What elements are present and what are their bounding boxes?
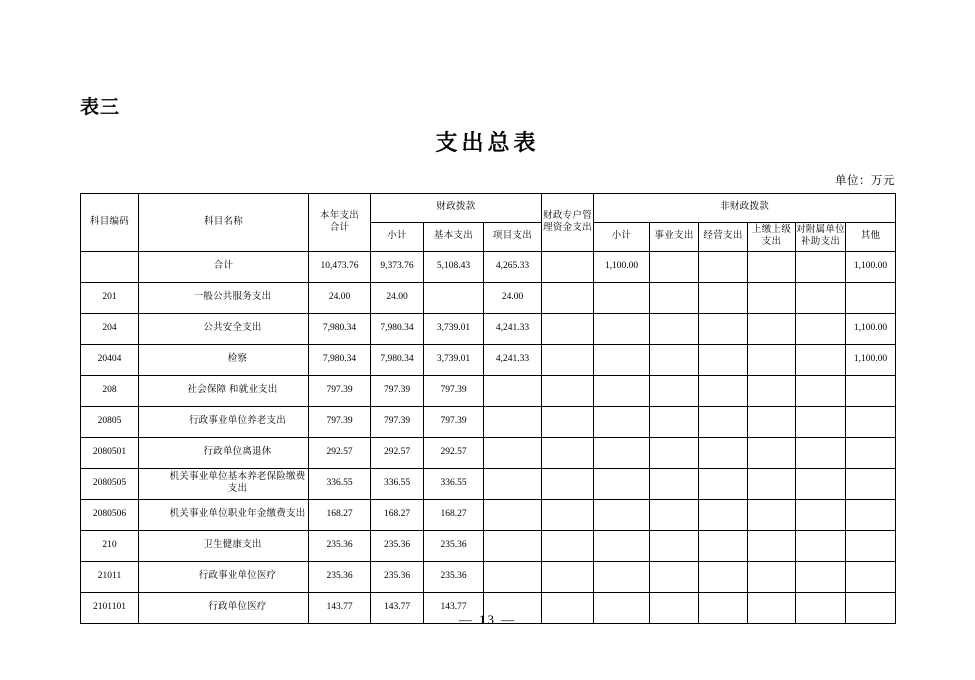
table-row: [81, 314, 896, 345]
table-row: [81, 376, 896, 407]
cell-fiscal-subtotal: 235.36: [371, 562, 424, 593]
header-special-fund: 财政专户管理资金支出: [542, 194, 594, 252]
cell-fiscal-project: [484, 500, 542, 531]
cell-code: 20404: [81, 345, 139, 376]
cell-year-total: 24.00: [309, 283, 371, 314]
cell-fiscal-project: 4,241.33: [484, 345, 542, 376]
header-year-total: [309, 194, 371, 252]
header-name: 科目名称: [139, 194, 309, 252]
cell-code: 20805: [81, 407, 139, 438]
cell-non-fiscal-fushu: [796, 562, 846, 593]
cell-special-fund: [542, 407, 594, 438]
header-non-fiscal-jingying: 经营支出: [699, 223, 748, 252]
cell-year-total: 235.36: [309, 562, 371, 593]
table-row: [81, 345, 896, 376]
cell-fiscal-basic: [424, 283, 484, 314]
table-row: [81, 531, 896, 562]
cell-special-fund: [542, 252, 594, 283]
cell-year-total: 336.55: [309, 469, 371, 500]
header-year-total-line2: 合计: [329, 222, 350, 233]
cell-special-fund: [542, 438, 594, 469]
cell-fiscal-basic: 235.36: [424, 562, 484, 593]
cell-special-fund: [542, 531, 594, 562]
cell-name: 社会保障 和就业支出: [139, 376, 309, 407]
cell-non-fiscal-shiye: [650, 314, 699, 345]
cell-special-fund: [542, 283, 594, 314]
header-non-fiscal-fushu: 对附属单位补助支出: [796, 223, 846, 252]
cell-non-fiscal-shiye: [650, 376, 699, 407]
table-row: [81, 283, 896, 314]
cell-code: 201: [81, 283, 139, 314]
cell-special-fund: [542, 345, 594, 376]
cell-name: 行政单位离退休: [139, 438, 309, 469]
cell-non-fiscal-shiye: [650, 252, 699, 283]
cell-non-fiscal-shiye: [650, 283, 699, 314]
cell-year-total: 7,980.34: [309, 345, 371, 376]
cell-non-fiscal-jingying: [699, 252, 748, 283]
cell-non-fiscal-fushu: [796, 531, 846, 562]
cell-non-fiscal-subtotal: [594, 345, 650, 376]
header-fiscal-subtotal: 小计: [371, 223, 424, 252]
cell-non-fiscal-shangjiao: [748, 252, 796, 283]
cell-non-fiscal-subtotal: [594, 407, 650, 438]
cell-non-fiscal-other: 1,100.00: [846, 345, 896, 376]
cell-special-fund: [542, 562, 594, 593]
header-non-fiscal-shangjiao: 上缴上级支出: [748, 223, 796, 252]
cell-non-fiscal-jingying: [699, 283, 748, 314]
cell-fiscal-project: 4,265.33: [484, 252, 542, 283]
cell-name: 机关事业单位职业年金缴费支出: [139, 500, 309, 531]
cell-non-fiscal-shangjiao: [748, 500, 796, 531]
table-row: [81, 469, 896, 500]
cell-non-fiscal-fushu: [796, 252, 846, 283]
cell-fiscal-subtotal: 168.27: [371, 500, 424, 531]
cell-non-fiscal-fushu: [796, 438, 846, 469]
cell-non-fiscal-jingying: [699, 376, 748, 407]
cell-code: 208: [81, 376, 139, 407]
header-non-fiscal-appropriation: 非财政拨款: [594, 194, 896, 223]
cell-special-fund: [542, 376, 594, 407]
cell-non-fiscal-shangjiao: [748, 531, 796, 562]
cell-non-fiscal-jingying: [699, 500, 748, 531]
cell-fiscal-project: [484, 562, 542, 593]
cell-non-fiscal-other: 1,100.00: [846, 314, 896, 345]
cell-name: 机关事业单位基本养老保险缴费支出: [139, 469, 309, 500]
cell-non-fiscal-shangjiao: [748, 376, 796, 407]
cell-non-fiscal-subtotal: [594, 376, 650, 407]
cell-year-total: 797.39: [309, 407, 371, 438]
cell-fiscal-project: 4,241.33: [484, 314, 542, 345]
cell-fiscal-subtotal: 235.36: [371, 531, 424, 562]
cell-non-fiscal-fushu: [796, 500, 846, 531]
cell-non-fiscal-subtotal: [594, 500, 650, 531]
cell-non-fiscal-fushu: [796, 314, 846, 345]
cell-year-total: 235.36: [309, 531, 371, 562]
table-row: [81, 438, 896, 469]
header-year-total-line1: 本年支出: [319, 210, 360, 221]
header-non-fiscal-subtotal: 小计: [594, 223, 650, 252]
cell-non-fiscal-fushu: [796, 283, 846, 314]
header-fiscal-appropriation: 财政拨款: [371, 194, 542, 223]
cell-code: [81, 252, 139, 283]
cell-fiscal-project: [484, 376, 542, 407]
cell-fiscal-basic: 797.39: [424, 407, 484, 438]
expenditure-table-wrapper: [80, 193, 895, 624]
cell-fiscal-basic: 3,739.01: [424, 345, 484, 376]
cell-non-fiscal-shiye: [650, 407, 699, 438]
header-non-fiscal-shiye: 事业支出: [650, 223, 699, 252]
cell-name: 一般公共服务支出: [139, 283, 309, 314]
cell-non-fiscal-jingying: [699, 314, 748, 345]
cell-non-fiscal-shangjiao: [748, 314, 796, 345]
cell-fiscal-basic: 292.57: [424, 438, 484, 469]
cell-non-fiscal-other: [846, 562, 896, 593]
cell-code: 2080505: [81, 469, 139, 500]
cell-non-fiscal-shiye: [650, 500, 699, 531]
cell-non-fiscal-subtotal: [594, 531, 650, 562]
cell-fiscal-subtotal: 24.00: [371, 283, 424, 314]
cell-name: 合计: [139, 252, 309, 283]
cell-fiscal-project: 24.00: [484, 283, 542, 314]
cell-code: 2080506: [81, 500, 139, 531]
table-body: [81, 252, 896, 624]
cell-fiscal-subtotal: 143.77: [371, 593, 424, 624]
cell-non-fiscal-shiye: [650, 469, 699, 500]
cell-fiscal-project: [484, 438, 542, 469]
cell-year-total: 143.77: [309, 593, 371, 624]
cell-year-total: 797.39: [309, 376, 371, 407]
cell-non-fiscal-other: [846, 376, 896, 407]
cell-fiscal-subtotal: 7,980.34: [371, 345, 424, 376]
cell-fiscal-basic: 143.77: [424, 593, 484, 624]
cell-non-fiscal-other: [846, 283, 896, 314]
cell-non-fiscal-jingying: [699, 407, 748, 438]
cell-fiscal-subtotal: 797.39: [371, 376, 424, 407]
header-code: 科目编码: [81, 194, 139, 252]
cell-name: 检察: [139, 345, 309, 376]
cell-name: 行政单位医疗: [139, 593, 309, 624]
cell-non-fiscal-fushu: [796, 345, 846, 376]
cell-non-fiscal-shangjiao: [748, 562, 796, 593]
cell-code: 21011: [81, 562, 139, 593]
cell-code: 2080501: [81, 438, 139, 469]
cell-special-fund: [542, 500, 594, 531]
cell-non-fiscal-shangjiao: [748, 407, 796, 438]
cell-code: 204: [81, 314, 139, 345]
cell-non-fiscal-fushu: [796, 376, 846, 407]
cell-non-fiscal-fushu: [796, 469, 846, 500]
cell-non-fiscal-jingying: [699, 345, 748, 376]
cell-non-fiscal-shangjiao: [748, 469, 796, 500]
cell-fiscal-basic: 5,108.43: [424, 252, 484, 283]
page-number: — 13 —: [458, 612, 517, 627]
cell-non-fiscal-fushu: [796, 407, 846, 438]
cell-non-fiscal-jingying: [699, 469, 748, 500]
cell-fiscal-subtotal: 292.57: [371, 438, 424, 469]
cell-non-fiscal-shiye: [650, 562, 699, 593]
cell-name: 公共安全支出: [139, 314, 309, 345]
cell-fiscal-basic: 3,739.01: [424, 314, 484, 345]
table-row: [81, 407, 896, 438]
header-non-fiscal-other: 其他: [846, 223, 896, 252]
cell-code: 2101101: [81, 593, 139, 624]
cell-fiscal-subtotal: 7,980.34: [371, 314, 424, 345]
cell-non-fiscal-shiye: [650, 438, 699, 469]
cell-non-fiscal-shiye: [650, 345, 699, 376]
cell-non-fiscal-other: [846, 500, 896, 531]
cell-non-fiscal-jingying: [699, 438, 748, 469]
cell-non-fiscal-subtotal: 1,100.00: [594, 252, 650, 283]
cell-non-fiscal-shangjiao: [748, 438, 796, 469]
table-row: [81, 500, 896, 531]
table-header-row-1: [81, 194, 896, 223]
unit-note: 单位：万元: [835, 175, 895, 187]
cell-non-fiscal-subtotal: [594, 469, 650, 500]
table-row: [81, 252, 896, 283]
cell-non-fiscal-other: [846, 407, 896, 438]
cell-non-fiscal-jingying: [699, 531, 748, 562]
cell-fiscal-subtotal: 336.55: [371, 469, 424, 500]
cell-non-fiscal-other: [846, 531, 896, 562]
expenditure-table: [80, 193, 896, 624]
cell-non-fiscal-shiye: [650, 531, 699, 562]
cell-fiscal-basic: 235.36: [424, 531, 484, 562]
cell-fiscal-basic: 336.55: [424, 469, 484, 500]
table-row: [81, 562, 896, 593]
cell-fiscal-subtotal: 9,373.76: [371, 252, 424, 283]
cell-non-fiscal-shangjiao: [748, 345, 796, 376]
cell-name: 行政事业单位养老支出: [139, 407, 309, 438]
page-title: 支出总表: [435, 130, 540, 155]
cell-non-fiscal-subtotal: [594, 314, 650, 345]
header-fiscal-project: 项目支出: [484, 223, 542, 252]
cell-non-fiscal-subtotal: [594, 562, 650, 593]
header-fiscal-basic: 基本支出: [424, 223, 484, 252]
cell-fiscal-project: [484, 531, 542, 562]
cell-year-total: 168.27: [309, 500, 371, 531]
cell-non-fiscal-other: 1,100.00: [846, 252, 896, 283]
cell-special-fund: [542, 469, 594, 500]
cell-non-fiscal-jingying: [699, 562, 748, 593]
cell-non-fiscal-subtotal: [594, 283, 650, 314]
cell-year-total: 7,980.34: [309, 314, 371, 345]
cell-fiscal-basic: 797.39: [424, 376, 484, 407]
cell-year-total: 292.57: [309, 438, 371, 469]
cell-special-fund: [542, 314, 594, 345]
cell-name: 行政事业单位医疗: [139, 562, 309, 593]
cell-year-total: 10,473.76: [309, 252, 371, 283]
cell-code: 210: [81, 531, 139, 562]
cell-fiscal-project: [484, 407, 542, 438]
cell-non-fiscal-other: [846, 438, 896, 469]
cell-non-fiscal-subtotal: [594, 438, 650, 469]
cell-fiscal-basic: 168.27: [424, 500, 484, 531]
table-label: 表三: [80, 97, 121, 118]
cell-fiscal-subtotal: 797.39: [371, 407, 424, 438]
cell-non-fiscal-other: [846, 469, 896, 500]
cell-non-fiscal-shangjiao: [748, 283, 796, 314]
cell-name: 卫生健康支出: [139, 531, 309, 562]
cell-fiscal-project: [484, 469, 542, 500]
